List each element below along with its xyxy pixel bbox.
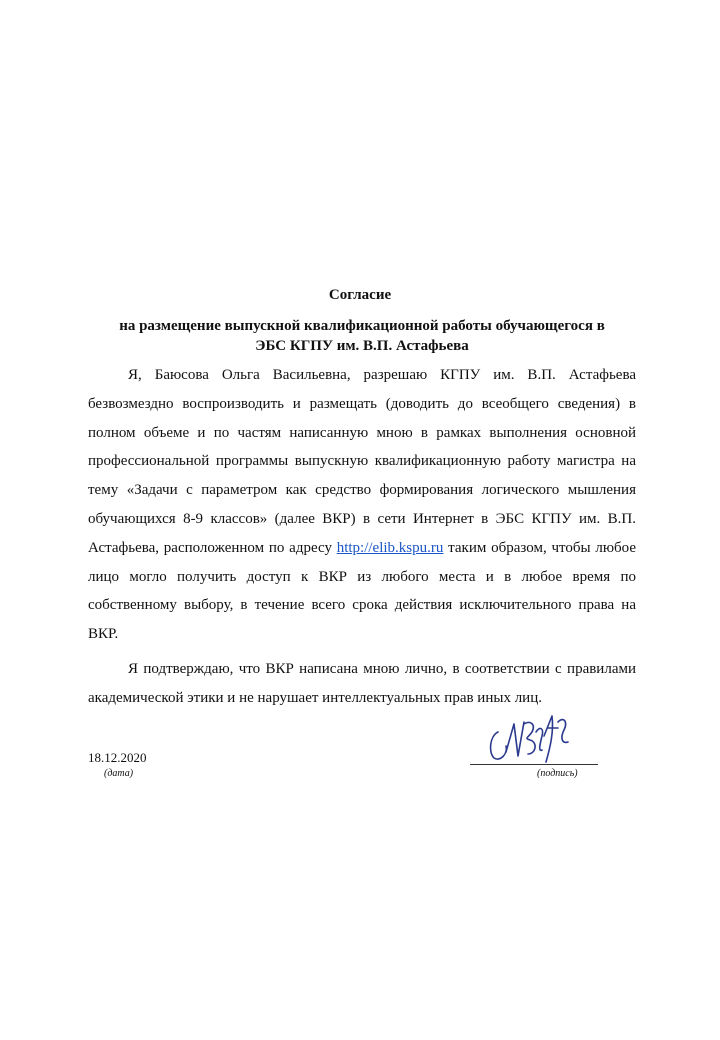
paragraph-consent-start: Я, Баюсова Ольга Васильевна, разрешаю КГПУ им. В.П. Астафьева безвозмездно воспроизводить и размещать (доводить до всеобщего сведения) в полном объеме и по частям написанную мною в рамках выполнения основной профессиональной программы выпускную квалификационную работу магистра на тему «Задачи с параметром как средство формирования логического мышления обучающихся 8-9 классов» (далее ВКР) в сети Интернет в ЭБС КГПУ им. В.П. Астафьева, расположенном по адресу bbox=[88, 367, 636, 556]
elib-link[interactable]: http://elib.kspu.ru bbox=[336, 539, 444, 556]
paragraph-consent bbox=[88, 361, 636, 649]
document-body bbox=[88, 361, 636, 713]
subtitle-line-2: ЭБС КГПУ им. В.П. Астафьева bbox=[255, 338, 469, 354]
signature-label: (подпись) bbox=[537, 768, 578, 779]
document-subtitle bbox=[88, 316, 636, 356]
paragraph-confirmation: Я подтверждаю, что ВКР написана мною лично, в соответствии с правилами академической этики и не нарушает интеллектуальных прав иных лиц. bbox=[88, 660, 636, 706]
subtitle-line-1: на размещение выпускной квалификационной работы обучающегося в bbox=[119, 318, 605, 334]
paragraph-consent-end: таким образом, чтобы любое лицо могло получить доступ к ВКР из любого места и в любое время по собственному выбору, в течение всего срока действия исключительного права на ВКР. bbox=[88, 539, 636, 643]
document-title: Согласие bbox=[328, 287, 392, 303]
handwritten-signature bbox=[484, 702, 574, 766]
signature-line bbox=[470, 764, 598, 765]
date-label: (дата) bbox=[104, 768, 134, 779]
date-value: 18.12.2020 bbox=[88, 750, 147, 765]
